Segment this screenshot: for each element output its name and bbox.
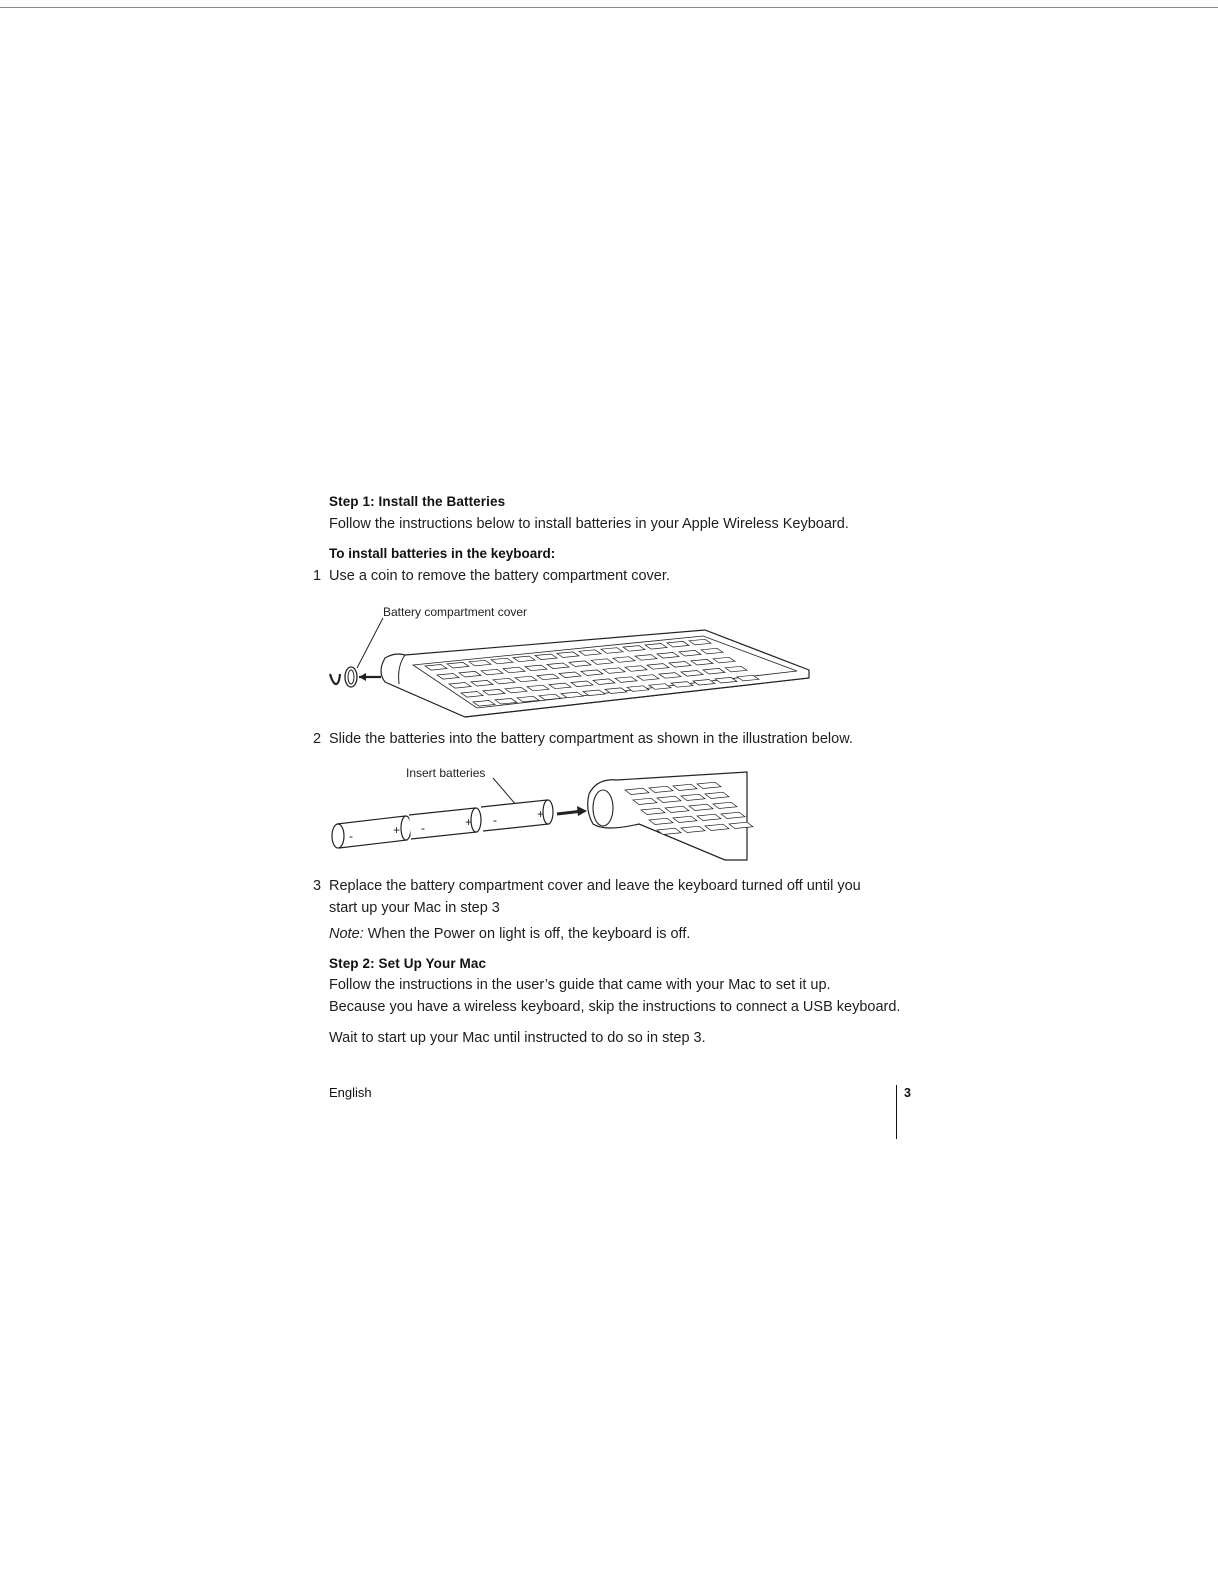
note: [329, 926, 690, 942]
battery2-minus: -: [421, 821, 425, 835]
step2-line1: Follow the instructions in the user’s guide that came with your Mac to set it up.: [329, 977, 831, 993]
item2-number: 2: [313, 731, 322, 747]
item1-number: 1: [313, 568, 322, 584]
item3-text-line1: Replace the battery compartment cover and leave the keyboard turned off until you: [329, 878, 861, 894]
step2-heading: Step 2: Set Up Your Mac: [329, 956, 487, 971]
figure2-label: Insert batteries: [406, 766, 486, 780]
battery2-plus: +: [465, 815, 473, 829]
battery1-plus: +: [393, 823, 401, 837]
note-label: Note:: [329, 926, 364, 942]
step1-intro: Follow the instructions below to install batteries in your Apple Wireless Keyboard.: [329, 516, 849, 532]
battery3-plus: +: [537, 807, 545, 821]
step1-heading: Step 1: Install the Batteries: [329, 494, 506, 509]
page-number: 3: [904, 1086, 911, 1100]
page-number-bar: [896, 1085, 897, 1139]
step1-subheading: To install batteries in the keyboard:: [329, 546, 556, 561]
battery3-minus: -: [493, 813, 497, 827]
figure1-label: Battery compartment cover: [383, 605, 528, 619]
item3-number: 3: [313, 878, 322, 894]
footer-language: English: [329, 1085, 372, 1100]
keyboard-illustration: [325, 618, 815, 718]
batteries-illustration: [325, 768, 755, 863]
note-text: When the Power on light is off, the keyboard is off.: [367, 926, 691, 942]
step2-line2: Because you have a wireless keyboard, skip the instructions to connect a USB keyboard.: [329, 999, 901, 1015]
battery1-minus: -: [349, 829, 353, 843]
step2-line3: Wait to start up your Mac until instructed to do so in step 3.: [329, 1030, 706, 1046]
item3-text-line2: start up your Mac in step 3: [329, 900, 500, 916]
item1-text: Use a coin to remove the battery compartment cover.: [329, 568, 670, 584]
item2-text: Slide the batteries into the battery compartment as shown in the illustration below.: [329, 731, 853, 747]
